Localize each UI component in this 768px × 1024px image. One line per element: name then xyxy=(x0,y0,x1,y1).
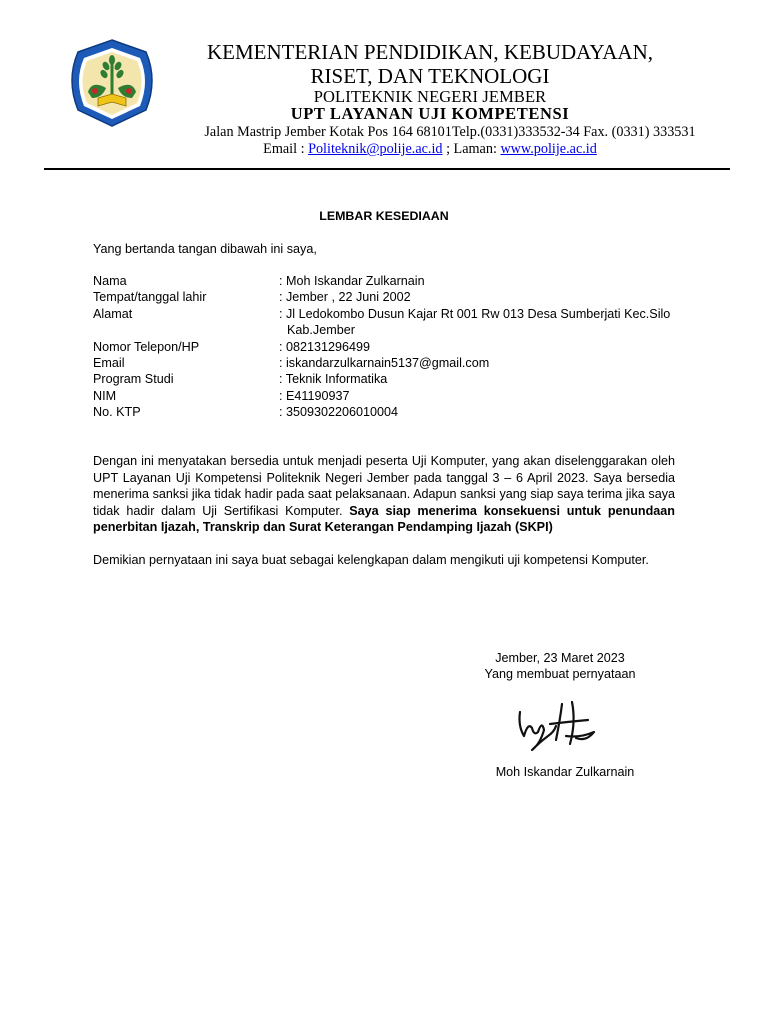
signer-role: Yang membuat pernyataan xyxy=(484,667,636,682)
email-link[interactable]: Politeknik@polije.ac.id xyxy=(308,141,443,157)
intro-text: Yang bertanda tangan dibawah ini saya, xyxy=(93,242,317,256)
statement-paragraph xyxy=(93,453,675,536)
field-label: Nomor Telepon/HP xyxy=(93,339,200,354)
field-label: Tempat/tanggal lahir xyxy=(93,290,207,305)
document-title: LEMBAR KESEDIAAN xyxy=(319,209,449,223)
handwritten-signature xyxy=(510,692,610,756)
field-row xyxy=(93,289,683,305)
field-row xyxy=(93,355,683,371)
field-value: : 082131296499 xyxy=(279,339,371,354)
field-value: : Jember , 22 Juni 2002 xyxy=(279,290,411,305)
logo-left-dot xyxy=(92,88,98,94)
statement-consequence: Saya siap menerima konsekuensi untuk penundaan penerbitan Ijazah, Transkrip dan Surat Keterangan Pendamping Ijazah (SKPI) xyxy=(93,503,675,535)
polije-logo xyxy=(62,36,162,130)
signer-name: Moh Iskandar Zulkarnain xyxy=(495,765,635,779)
ministry-line-2: RISET, DAN TEKNOLOGI xyxy=(310,64,550,88)
field-value: : E41190937 xyxy=(279,388,350,403)
field-value: : Jl Ledokombo Dusun Kajar Rt 001 Rw 013 Desa Sumberjati Kec.Silo Kab.Jember xyxy=(279,306,671,338)
signature-stroke xyxy=(520,702,595,750)
address-line: Jalan Mastrip Jember Kotak Pos 164 68101Telp.(0331)333532-34 Fax. (0331) 333531 xyxy=(204,124,696,140)
field-label: Email xyxy=(93,356,125,371)
field-row xyxy=(93,306,683,339)
field-value: : iskandarzulkarnain5137@gmail.com xyxy=(279,356,490,371)
logo-stem xyxy=(111,64,114,94)
field-row xyxy=(93,388,683,404)
website-link[interactable]: www.polije.ac.id xyxy=(500,141,597,157)
field-row xyxy=(93,404,683,420)
field-label: No. KTP xyxy=(93,405,141,420)
field-value: : Teknik Informatika xyxy=(279,372,388,387)
unit-name: UPT LAYANAN UJI KOMPETENSI xyxy=(290,104,570,123)
logo-right-dot xyxy=(126,88,132,94)
field-row xyxy=(93,273,683,289)
field-label: NIM xyxy=(93,388,117,403)
statement-text: Dengan ini menyatakan bersedia untuk menjadi peserta Uji Komputer, yang akan diselenggarakan oleh UPT Layanan Uji Kompetensi Politeknik Negeri Jember pada tanggal 3 – 6 April 2023. Saya bersedia menerima sanksi jika tidak hadir pada saat pelaksanaan. Adapun sanksi yang siap saya terima jika saya tidak hadir dalam Uji Sertifikasi Komputer. xyxy=(93,454,675,518)
email-label: Email : xyxy=(263,141,309,157)
closing-text: Demikian pernyataan ini saya buat sebagai kelengkapan dalam mengikuti uji kompetensi Komputer. xyxy=(93,553,649,567)
field-label: Nama xyxy=(93,274,127,288)
signature-header xyxy=(470,650,650,683)
field-label: Program Studi xyxy=(93,372,174,387)
institution-name: POLITEKNIK NEGERI JEMBER xyxy=(313,87,547,106)
laman-label: ; Laman: xyxy=(442,141,501,157)
ministry-line-1: KEMENTERIAN PENDIDIKAN, KEBUDAYAAN, xyxy=(206,40,654,64)
identity-fields xyxy=(93,273,683,421)
field-value: : 3509302206010004 xyxy=(279,405,399,420)
field-label: Alamat xyxy=(93,306,133,321)
field-row xyxy=(93,339,683,355)
field-value: : Moh Iskandar Zulkarnain xyxy=(279,274,425,288)
field-row xyxy=(93,371,683,387)
contact-line xyxy=(150,141,710,158)
place-date: Jember, 23 Maret 2023 xyxy=(495,651,625,665)
letterhead-rule xyxy=(44,168,730,170)
